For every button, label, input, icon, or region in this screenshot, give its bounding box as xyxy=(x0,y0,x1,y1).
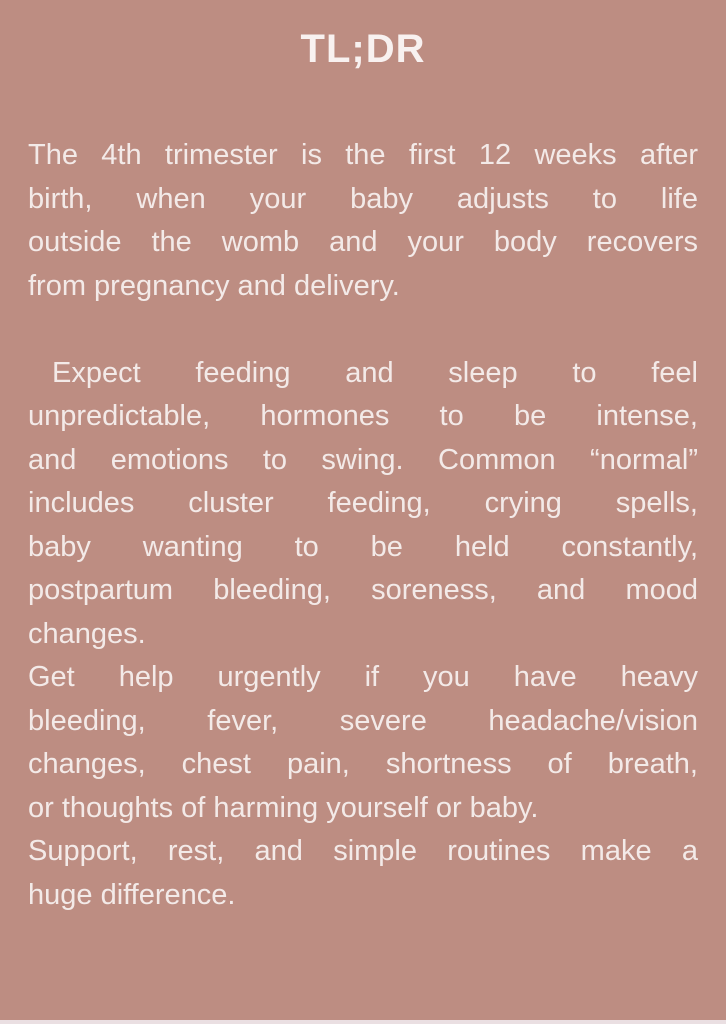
page-bottom-edge xyxy=(0,1020,726,1024)
text-line: Get help urgently if you have heavy xyxy=(28,661,698,693)
text-line: The 4th trimester is the first 12 weeks after xyxy=(28,139,698,171)
paragraph xyxy=(28,134,698,308)
text-line: unpredictable, hormones to be intense, xyxy=(28,400,698,432)
text-line: outside the womb and your body recovers xyxy=(28,226,698,258)
text-line: includes cluster feeding, crying spells, xyxy=(28,487,698,519)
body-text xyxy=(0,134,726,917)
paragraph xyxy=(28,656,698,830)
text-line: birth, when your baby adjusts to life xyxy=(28,182,698,215)
text-line: Support, rest, and simple routines make a xyxy=(28,835,698,867)
text-line: huge difference. xyxy=(28,878,236,911)
paragraph xyxy=(28,830,698,917)
page-title: TL;DR xyxy=(300,27,426,71)
text-line: Expect feeding and sleep to feel xyxy=(52,356,698,389)
text-line: from pregnancy and delivery. xyxy=(28,269,400,302)
text-line: baby wanting to be held constantly, xyxy=(28,530,698,563)
text-line: and emotions to swing. Common “normal” xyxy=(28,443,698,476)
text-line: or thoughts of harming yourself or baby. xyxy=(28,791,539,824)
paragraph xyxy=(28,352,698,657)
text-line: postpartum bleeding, soreness, and mood xyxy=(28,574,698,606)
text-line: changes. xyxy=(28,617,146,650)
text-line: bleeding, fever, severe headache/vision xyxy=(28,704,698,737)
text-line: changes, chest pain, shortness of breath, xyxy=(28,748,698,780)
